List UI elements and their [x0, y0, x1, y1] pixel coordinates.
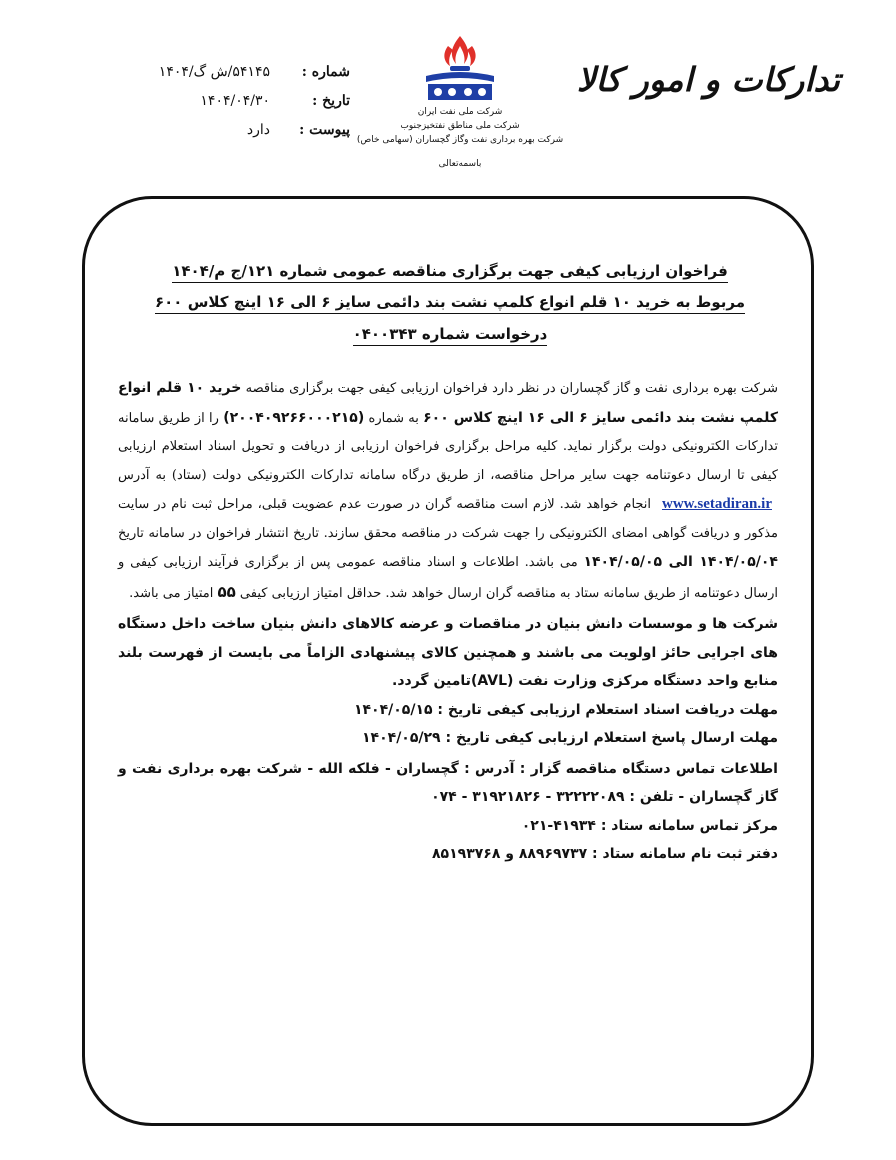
letter-number-row	[120, 58, 350, 87]
nioc-logo-icon	[420, 32, 500, 104]
letter-number-label: شماره :	[301, 64, 350, 80]
letter-date-row	[120, 87, 350, 116]
letter-attachment-row	[120, 116, 350, 145]
setad-call-center: مرکز تماس سامانه ستاد : ۴۱۹۳۴-۰۲۱	[521, 817, 778, 834]
company-logo-block	[340, 32, 580, 171]
p1-procedure: را از طریق سامانه تدارکات الکترونیکی دولت برگزار نماید. کلیه مراحل برگزاری فراخوان ارزیابی از دریافت و تحویل اسناد استعلام ارزیابی کیفی تا ارسال دعوتنامه جهت سایر مراحل مناقصه، از طریق درگاه سامانه تدارکات الکترونیکی دولت (ستاد) به آدرس	[118, 410, 778, 483]
p1-intro: شرکت بهره برداری نفت و گاز گچساران در نظر دارد فراخوان ارزیابی کیفی جهت برگزاری مناقصه	[245, 381, 778, 396]
knowledge-based-notice: شرکت ها و موسسات دانش بنیان در مناقصات و عرضه کالاهای دانش بنیان ساخت داخل دستگاه های اجرایی حائز اولویت می باشند و همچنین کالای پیشنهادی الزاماً می بایست از فهرست بلند منابع واحد دستگاه مرکزی وزارت نفت (AVL)تامین گردد.	[118, 616, 778, 689]
contact-info: اطلاعات تماس دستگاه مناقصه گزار : آدرس : گچساران - فلکه الله - شرکت بهره برداری نفت و گاز گچساران - تلفن : ۳۲۲۲۲۰۸۹ - ۳۱۹۲۱۸۲۶ - ۰۷۴	[118, 760, 778, 805]
p1-points-suffix: امتیاز می باشد.	[129, 585, 214, 601]
deadline-send: مهلت ارسال پاسخ استعلام ارزیابی کیفی تاریخ : ۱۴۰۴/۰۵/۲۹	[362, 730, 778, 746]
p1-purchase-item: خرید ۱۰ قلم انواع کلمپ نشت بند دائمی سایز ۶ الی ۱۶ اینچ کلاس ۶۰۰	[118, 380, 778, 426]
letter-attachment-label: پیوست :	[299, 122, 350, 138]
announcement-title-line1: فراخوان ارزیابی کیفی جهت برگزاری مناقصه عمومی شماره ۱۲۱/ج م/۱۴۰۴	[172, 262, 728, 283]
deadline-receive: مهلت دریافت اسناد استعلام ارزیابی کیفی تاریخ : ۱۴۰۴/۰۵/۱۵	[353, 701, 778, 718]
announcement-body	[118, 374, 778, 869]
letter-date-label: تاریخ :	[312, 93, 350, 109]
invocation-text: باسمه‌تعالی	[438, 159, 482, 169]
letter-number-value: ۵۴۱۴۵/ش گ/۱۴۰۴	[158, 64, 270, 80]
company-name-nioc: شرکت ملی نفت ایران	[417, 107, 503, 117]
main-paragraph	[118, 374, 778, 608]
announcement-title	[150, 262, 750, 280]
p1-publication-dates: ۱۴۰۴/۰۵/۰۴ الی ۱۴۰۴/۰۵/۰۵	[583, 554, 778, 570]
announcement-title-line3: درخواست شماره ۰۴۰۰۳۴۳	[353, 325, 548, 346]
department-title: تدارکات و امور کالا	[576, 60, 840, 99]
letter-metadata	[120, 58, 350, 145]
setadiran-link[interactable]: www.setadiran.ir	[661, 496, 772, 512]
announcement-title-line2: مربوط به خرید ۱۰ قلم انواع کلمپ نشت بند دائمی سایز ۶ الی ۱۶ اینچ کلاس ۶۰۰	[155, 293, 745, 314]
request-number-title	[150, 325, 750, 343]
p1-tender-number: (۲۰۰۴۰۹۲۶۶۰۰۰۲۱۵)	[223, 409, 365, 426]
setad-registration-office: دفتر ثبت نام سامانه ستاد : ۸۸۹۶۹۷۳۷ و ۸۵۱۹۳۷۶۸	[432, 846, 778, 862]
company-name-gachsaran: شرکت بهره برداری نفت وگاز گچساران (سهامی خاص)	[356, 135, 564, 145]
letter-attachment-value: دارد	[246, 122, 270, 138]
p1-min-points: ۵۵	[217, 582, 236, 601]
p1-registration: انجام خواهد شد. لازم است مناقصه گران در صورت عدم عضویت قبلی، مراحل ثبت نام در سایت مذکور و دریافت گواهی امضای الکترونیکی را جهت شرکت در مناقصه محقق سازند. تاریخ انتشار فراخوان در سامانه تاریخ	[118, 497, 778, 541]
letter-date-value: ۱۴۰۴/۰۴/۳۰	[200, 93, 270, 109]
company-name-nisoc: شرکت ملی مناطق نفتخیزجنوب	[400, 121, 520, 131]
p1-documents: می باشد. اطلاعات و اسناد مناقصه عمومی پس از برگزاری فرآیند ارزیابی کیفی و ارسال دعوتنامه از طریق سامانه ستاد به مناقصه گران ارسال خواهد شد. حداقل امتیاز ارزیابی کیفی	[118, 555, 778, 601]
announcement-subtitle	[150, 293, 750, 311]
p1-number-prefix: به شماره	[368, 410, 419, 426]
